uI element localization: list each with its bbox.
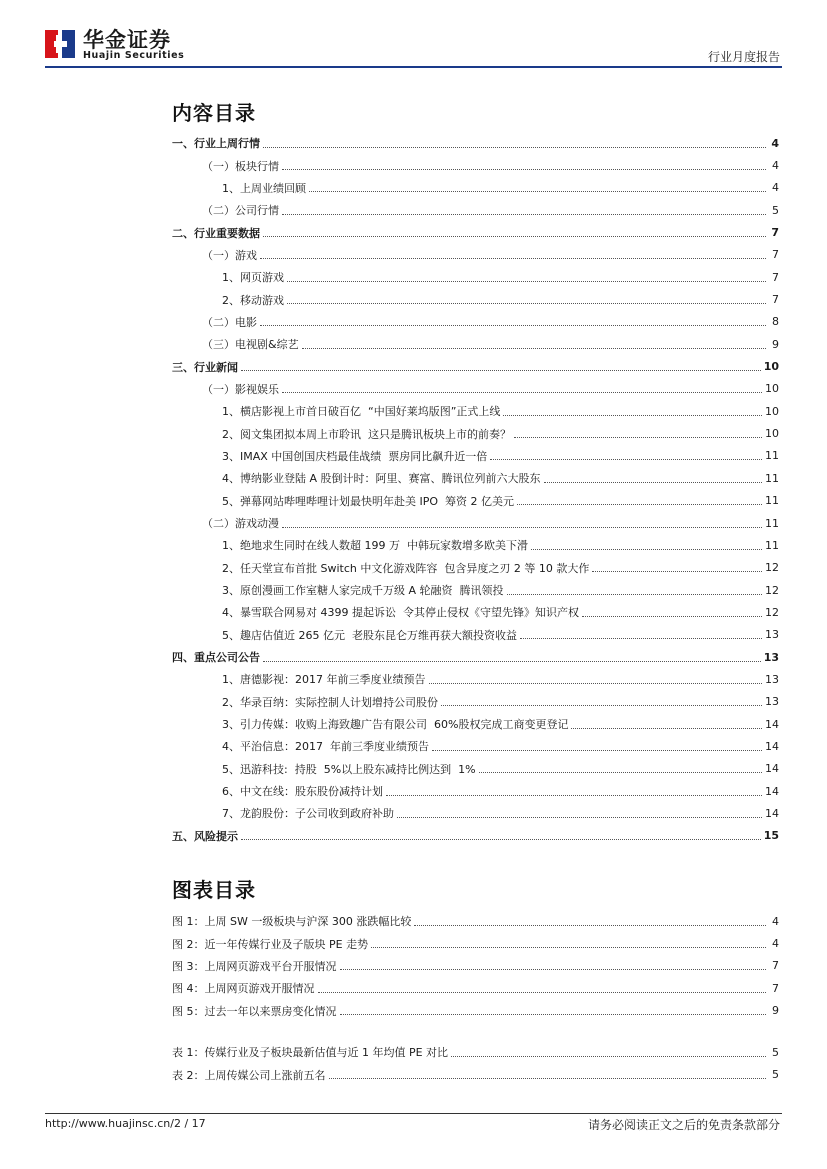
toc-entry[interactable] bbox=[172, 490, 779, 512]
toc-entry[interactable] bbox=[172, 512, 779, 534]
toc-entry[interactable] bbox=[172, 221, 779, 243]
entry-page-number: 15 bbox=[761, 829, 779, 842]
entry-page-number: 13 bbox=[762, 673, 779, 686]
entry-label: 1、网页游戏 bbox=[222, 269, 287, 285]
toc-entry[interactable] bbox=[172, 579, 779, 601]
header-divider bbox=[45, 66, 782, 68]
company-logo bbox=[45, 28, 205, 64]
entry-label: 2、任天堂宣布首批 Switch 中文化游戏阵容 包含异度之刃 2 等 10 款大作 bbox=[222, 560, 592, 576]
list-item[interactable] bbox=[172, 1041, 779, 1063]
dot-leader bbox=[318, 992, 767, 993]
dot-leader bbox=[503, 415, 762, 416]
huajin-logo-icon bbox=[45, 28, 77, 60]
entry-page-number: 7 bbox=[766, 293, 779, 306]
table-list bbox=[172, 1041, 779, 1086]
entry-page-number: 10 bbox=[762, 382, 779, 395]
toc-entry[interactable] bbox=[172, 735, 779, 757]
entry-page-number: 11 bbox=[762, 539, 779, 552]
entry-label: （一）板块行情 bbox=[202, 158, 282, 174]
toc-entry[interactable] bbox=[172, 199, 779, 221]
entry-label: （一）影视娱乐 bbox=[202, 381, 282, 397]
entry-label: （一）游戏 bbox=[202, 247, 260, 263]
toc-entry[interactable] bbox=[172, 780, 779, 802]
dot-leader bbox=[592, 571, 762, 572]
entry-page-number: 12 bbox=[762, 561, 779, 574]
toc-entry[interactable] bbox=[172, 355, 779, 377]
entry-page-number: 14 bbox=[762, 785, 779, 798]
entry-page-number: 4 bbox=[772, 914, 779, 928]
toc-entry[interactable] bbox=[172, 534, 779, 556]
dot-leader bbox=[282, 527, 762, 528]
toc-entry[interactable] bbox=[172, 802, 779, 824]
entry-label: 一、行业上周行情 bbox=[172, 135, 263, 151]
dot-leader bbox=[531, 549, 762, 550]
entry-page-number: 14 bbox=[762, 740, 779, 753]
logo-text-en: Huajin Securities bbox=[83, 50, 185, 61]
dot-leader bbox=[282, 392, 762, 393]
toc-entry[interactable] bbox=[172, 333, 779, 355]
entry-label: 4、暴雪联合网易对 4399 提起诉讼 令其停止侵权《守望先锋》知识产权 bbox=[222, 604, 582, 620]
entry-page-number: 14 bbox=[762, 718, 779, 731]
toc-entry[interactable] bbox=[172, 668, 779, 690]
toc-entry[interactable] bbox=[172, 445, 779, 467]
figures-title: 图表目录 bbox=[172, 878, 256, 902]
dot-leader bbox=[260, 325, 766, 326]
entry-page-number: 14 bbox=[762, 762, 779, 775]
entry-label: 5、迅游科技: 持股 5%以上股东减持比例达到 1% bbox=[222, 761, 479, 777]
dot-leader bbox=[263, 236, 766, 237]
list-item[interactable] bbox=[172, 999, 779, 1021]
toc-entry[interactable] bbox=[172, 713, 779, 735]
entry-label: （三）电视剧&综艺 bbox=[202, 336, 302, 352]
report-type-label: 行业月度报告 bbox=[707, 50, 780, 64]
entry-label: 2、移动游戏 bbox=[222, 292, 287, 308]
toc-entry[interactable] bbox=[172, 825, 779, 847]
dot-leader bbox=[582, 616, 762, 617]
dot-leader bbox=[260, 258, 766, 259]
entry-page-number: 14 bbox=[762, 807, 779, 820]
toc-entry[interactable] bbox=[172, 244, 779, 266]
dot-leader bbox=[517, 504, 762, 505]
dot-leader bbox=[263, 147, 766, 148]
entry-label: 图 2：近一年传媒行业及子版块 PE 走势 bbox=[172, 937, 369, 951]
entry-label: 1、唐德影视：2017 年前三季度业绩预告 bbox=[222, 671, 429, 687]
entry-page-number: 7 bbox=[772, 981, 779, 995]
dot-leader bbox=[432, 750, 762, 751]
figure-list bbox=[172, 910, 779, 1022]
logo-text-cn: 华金证券 bbox=[83, 28, 171, 52]
entry-page-number: 4 bbox=[766, 137, 779, 150]
dot-leader bbox=[241, 370, 761, 371]
toc-title: 内容目录 bbox=[172, 101, 256, 125]
toc-entry[interactable] bbox=[172, 177, 779, 199]
toc-entry[interactable] bbox=[172, 624, 779, 646]
toc-entry[interactable] bbox=[172, 691, 779, 713]
entry-label: （二）公司行情 bbox=[202, 202, 282, 218]
entry-page-number: 11 bbox=[762, 494, 779, 507]
list-item[interactable] bbox=[172, 932, 779, 954]
dot-leader bbox=[414, 925, 766, 926]
entry-label: 3、IMAX 中国创国庆档最佳战绩 票房同比飙升近一倍 bbox=[222, 448, 490, 464]
entry-label: 二、行业重要数据 bbox=[172, 225, 263, 241]
toc-entry[interactable] bbox=[172, 288, 779, 310]
entry-label: 五、风险提示 bbox=[172, 828, 241, 844]
list-item[interactable] bbox=[172, 955, 779, 977]
dot-leader bbox=[287, 303, 766, 304]
dot-leader bbox=[479, 772, 762, 773]
entry-page-number: 9 bbox=[766, 338, 779, 351]
page-header bbox=[0, 0, 827, 70]
entry-page-number: 8 bbox=[766, 315, 779, 328]
toc-entry[interactable] bbox=[172, 422, 779, 444]
entry-page-number: 10 bbox=[761, 360, 779, 373]
entry-label: 3、原创漫画工作室糖人家完成千万级 A 轮融资 腾讯领投 bbox=[222, 582, 507, 598]
toc-entry[interactable] bbox=[172, 311, 779, 333]
dot-leader bbox=[571, 728, 762, 729]
dot-leader bbox=[429, 683, 763, 684]
toc-entry[interactable] bbox=[172, 758, 779, 780]
list-item[interactable] bbox=[172, 1063, 779, 1085]
dot-leader bbox=[302, 348, 766, 349]
dot-leader bbox=[544, 482, 762, 483]
entry-page-number: 9 bbox=[772, 1004, 779, 1018]
list-item[interactable] bbox=[172, 910, 779, 932]
dot-leader bbox=[329, 1078, 767, 1079]
entry-label: 2、华录百纳：实际控制人计划增持公司股份 bbox=[222, 694, 441, 710]
entry-page-number: 13 bbox=[762, 628, 779, 641]
entry-label: 图 5：过去一年以来票房变化情况 bbox=[172, 1004, 337, 1018]
dot-leader bbox=[340, 969, 767, 970]
entry-label: （二）电影 bbox=[202, 314, 260, 330]
dot-leader bbox=[386, 795, 762, 796]
entry-page-number: 7 bbox=[772, 959, 779, 973]
entry-label: 三、行业新闻 bbox=[172, 359, 241, 375]
toc-entry[interactable] bbox=[172, 400, 779, 422]
entry-page-number: 7 bbox=[766, 271, 779, 284]
dot-leader bbox=[520, 638, 762, 639]
entry-label: （二）游戏动漫 bbox=[202, 515, 282, 531]
entry-label: 图 4：上周网页游戏开服情况 bbox=[172, 982, 315, 996]
entry-page-number: 4 bbox=[766, 159, 779, 172]
entry-label: 1、横店影视上市首日破百亿 “中国好莱坞版图”正式上线 bbox=[222, 403, 503, 419]
toc-entry[interactable] bbox=[172, 646, 779, 668]
entry-label: 四、重点公司公告 bbox=[172, 649, 263, 665]
dot-leader bbox=[287, 281, 766, 282]
entry-label: 5、趣店估值近 265 亿元 老股东昆仑万维再获大额投资收益 bbox=[222, 627, 520, 643]
entry-page-number: 10 bbox=[762, 405, 779, 418]
list-item[interactable] bbox=[172, 977, 779, 999]
entry-page-number: 7 bbox=[766, 248, 779, 261]
dot-leader bbox=[451, 1056, 766, 1057]
footer-divider bbox=[45, 1113, 782, 1114]
entry-page-number: 11 bbox=[762, 449, 779, 462]
dot-leader bbox=[282, 169, 766, 170]
table-of-contents bbox=[172, 132, 779, 847]
entry-page-number: 13 bbox=[762, 695, 779, 708]
entry-label: 7、龙韵股份：子公司收到政府补助 bbox=[222, 805, 397, 821]
toc-entry[interactable] bbox=[172, 266, 779, 288]
dot-leader bbox=[507, 594, 762, 595]
dot-leader bbox=[309, 191, 766, 192]
entry-page-number: 13 bbox=[761, 651, 779, 664]
entry-page-number: 10 bbox=[762, 427, 779, 440]
entry-label: 表 2：上周传媒公司上涨前五名 bbox=[172, 1068, 326, 1082]
entry-page-number: 4 bbox=[766, 181, 779, 194]
dot-leader bbox=[441, 705, 762, 706]
entry-label: 3、引力传媒：收购上海致趣广告有限公司 60%股权完成工商变更登记 bbox=[222, 716, 571, 732]
entry-label: 6、中文在线：股东股份减持计划 bbox=[222, 783, 386, 799]
toc-entry[interactable] bbox=[172, 467, 779, 489]
toc-entry[interactable] bbox=[172, 378, 779, 400]
footer-disclaimer: 请务必阅读正文之后的免责条款部分 bbox=[587, 1118, 780, 1132]
dot-leader bbox=[397, 817, 762, 818]
toc-entry[interactable] bbox=[172, 154, 779, 176]
entry-label: 图 3：上周网页游戏平台开服情况 bbox=[172, 959, 337, 973]
dot-leader bbox=[282, 214, 766, 215]
dot-leader bbox=[241, 839, 761, 840]
entry-label: 图 1：上周 SW 一级板块与沪深 300 涨跌幅比较 bbox=[172, 915, 412, 929]
toc-entry[interactable] bbox=[172, 132, 779, 154]
entry-page-number: 7 bbox=[766, 226, 779, 239]
dot-leader bbox=[263, 661, 761, 662]
dot-leader bbox=[514, 437, 762, 438]
entry-label: 4、平治信息：2017 年前三季度业绩预告 bbox=[222, 738, 432, 754]
entry-page-number: 5 bbox=[772, 1045, 779, 1059]
dot-leader bbox=[340, 1014, 767, 1015]
dot-leader bbox=[490, 459, 762, 460]
toc-entry[interactable] bbox=[172, 601, 779, 623]
entry-page-number: 4 bbox=[772, 937, 779, 951]
entry-label: 1、上周业绩回顾 bbox=[222, 180, 309, 196]
entry-page-number: 5 bbox=[766, 204, 779, 217]
entry-page-number: 12 bbox=[762, 584, 779, 597]
entry-page-number: 11 bbox=[762, 472, 779, 485]
entry-page-number: 5 bbox=[772, 1068, 779, 1082]
entry-page-number: 12 bbox=[762, 606, 779, 619]
entry-label: 1、绝地求生同时在线人数超 199 万 中韩玩家数增多欧美下滑 bbox=[222, 537, 531, 553]
entry-label: 5、弹幕网站哔哩哔哩计划最快明年赴美 IPO 筹资 2 亿美元 bbox=[222, 493, 517, 509]
entry-label: 表 1：传媒行业及子板块最新估值与近 1 年均值 PE 对比 bbox=[172, 1046, 449, 1060]
entry-page-number: 11 bbox=[762, 517, 779, 530]
entry-label: 4、博纳影业登陆 A 股倒计时：阿里、赛富、腾讯位列前六大股东 bbox=[222, 470, 544, 486]
dot-leader bbox=[371, 947, 766, 948]
footer-url-page: http://www.huajinsc.cn/2 / 17 bbox=[45, 1117, 206, 1130]
entry-label: 2、阅文集团拟本周上市聆讯 这只是腾讯板块上市的前奏？ bbox=[222, 426, 514, 442]
toc-entry[interactable] bbox=[172, 557, 779, 579]
